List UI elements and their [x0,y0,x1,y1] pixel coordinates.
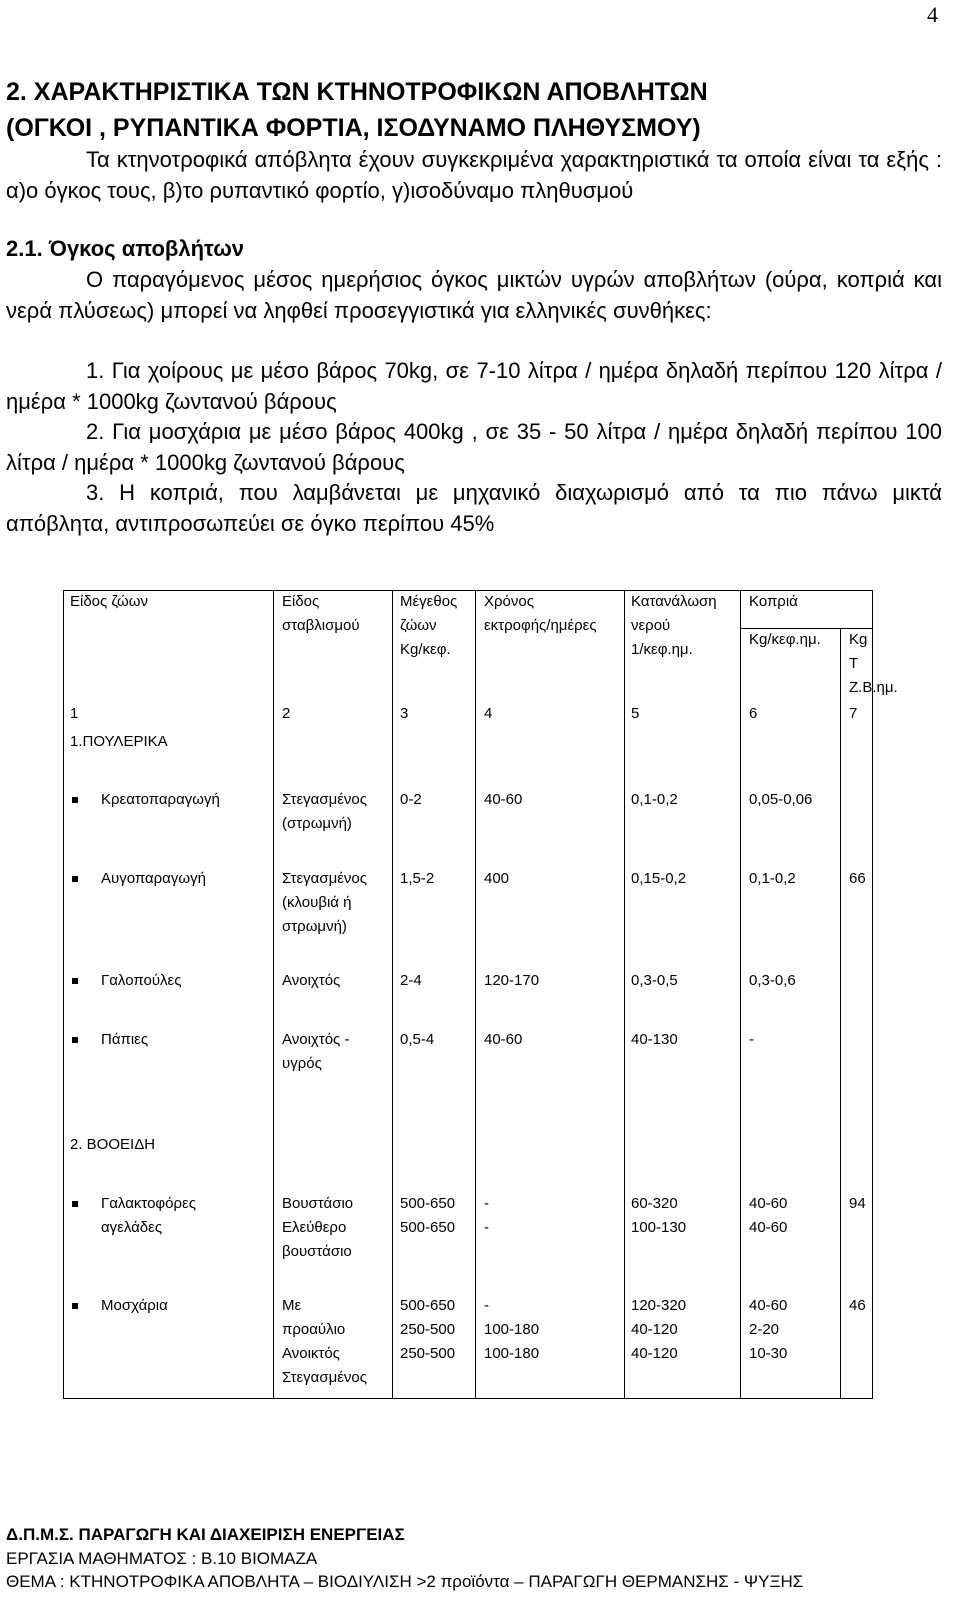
cell-size: 0-2 [400,791,422,808]
section-title: 2.1. Όγκος αποβλήτων [6,236,245,261]
cell-water: 60-320 100-130 [631,1195,687,1236]
col-number: 1 [70,705,79,722]
cell-housing: Στεγασμένος (κλουβιά ή στρωμνή) [282,870,367,935]
cell-water: 0,1-0,2 [631,791,678,808]
footer-program: Δ.Π.Μ.Σ. ΠΑΡΑΓΩΓΗ ΚΑΙ ΔΙΑΧΕΙΡΙΣΗ ΕΝΕΡΓΕΙΑΣ [6,1525,405,1544]
cell-size: 500-650 500-650 [400,1195,456,1236]
footer-topic: ΘΕΜΑ : ΚΤΗΝΟΤΡΟΦΙΚΑ ΑΠΟΒΛΗΤΑ – ΒΙΟΔΙΥΛΙΣΗ >2 προϊόντα – ΠΑΡΑΓΩΓΗ ΘΕΡΜΑΝΣΗΣ - ΨΥΞΗΣ [6,1572,804,1591]
cell-manure-t: 46 [849,1297,866,1314]
table-border-left [63,590,64,1398]
cell-water: 0,15-0,2 [631,870,687,887]
cell-duration: - - [484,1195,489,1236]
row-name-layers: Αυγοπαραγωγή [101,870,206,887]
intro-paragraph: Τα κτηνοτροφικά απόβλητα έχουν συγκεκριμένα χαρακτηριστικά τα οποία είναι τα εξής : α)ο όγκος τους, β)το ρυπαντικό φορτίο, γ)ισοδύναμο πληθυσμού [6,147,942,203]
col-header-water: Κατανάλωση νερού 1/κεφ.ημ. [631,593,717,658]
cell-duration: 40-60 [484,1031,523,1048]
footer-course: ΕΡΓΑΣΙΑ ΜΑΘΗΜΑΤΟΣ : Β.10 ΒΙΟΜΑΖΑ [6,1549,318,1568]
bullet-icon [72,1303,78,1309]
category-poultry: 1.ΠΟΥΛΕΡΙΚΑ [70,733,168,750]
cell-duration: 120-170 [484,972,540,989]
cell-housing: Στεγασμένος (στρωμνή) [282,791,367,832]
cell-manure-t: 66 [849,870,866,887]
row-name-ducks: Πάπιες [101,1031,149,1048]
cell-duration: - 100-180 100-180 [484,1297,540,1362]
cell-housing: Βουστάσιο Ελεύθερο βουστάσιο [282,1195,354,1260]
col-number: 7 [849,705,858,722]
cell-manure-kg: 0,3-0,6 [749,972,796,989]
cell-manure-kg: 40-60 2-20 10-30 [749,1297,788,1362]
chapter-heading-line2: (ΟΓΚΟΙ , ΡΥΠΑΝΤΙΚΑ ΦΟΡΤΙΑ, ΙΣΟΔΥΝΑΜΟ ΠΛΗΘΥΣΜΟΥ) [6,114,701,142]
list-item-manure: 3. Η κοπριά, που λαμβάνεται με μηχανικό διαχωρισμό από τα πιο πάνω μικτά απόβλητα, αντιπροσωπεύει σε όγκο περίπου 45% [6,480,942,536]
col-header-duration: Χρόνος εκτροφής/ημέρες [484,593,597,634]
cell-water: 120-320 40-120 40-120 [631,1297,687,1362]
cell-housing: Με προαύλιο Ανοικτός Στεγασμένος [282,1297,367,1386]
chapter-heading [6,74,946,146]
col-header-manure: Κοπριά [749,593,798,610]
col-header-manure-t: Kg T Z.B.ημ. [849,631,898,696]
table-divider [840,628,841,1398]
livestock-waste-table [63,590,898,1398]
bullet-icon [72,1037,78,1043]
col-number: 3 [400,705,409,722]
cell-manure-kg: 0,05-0,06 [749,791,813,808]
bullet-icon [72,978,78,984]
col-header-animal: Είδος ζώων [70,593,148,610]
cell-size: 1,5-2 [400,870,435,887]
section-paragraph: Ο παραγόμενος μέσος ημερήσιος όγκος μικτών υγρών αποβλήτων (ούρα, κοπριά και νερά πλύσεως) μπορεί να ληφθεί προσεγγιστικά για ελληνικές συνθήκες: [6,267,942,323]
table-divider [475,590,476,1398]
row-name-turkeys: Γαλοπούλες [101,972,182,989]
cell-manure-kg: 0,1-0,2 [749,870,796,887]
col-number: 4 [484,705,493,722]
cell-manure-kg: - [749,1031,754,1048]
row-name-broilers: Κρεατοπαραγωγή [101,791,220,808]
cell-water: 0,3-0,5 [631,972,678,989]
table-divider [273,590,274,1398]
table-divider [740,590,741,1398]
col-number: 2 [282,705,291,722]
chapter-heading-line1: 2. ΧΑΡΑΚΤΗΡΙΣΤΙΚΑ ΤΩΝ ΚΤΗΝΟΤΡΟΦΙΚΩΝ ΑΠΟΒΛΗΤΩΝ [6,78,708,106]
bullet-icon [72,1201,78,1207]
cell-duration: 400 [484,870,510,887]
cell-size: 0,5-4 [400,1031,435,1048]
col-number: 5 [631,705,640,722]
list-item-calves: 2. Για μοσχάρια με μέσο βάρος 400kg , σε 35 - 50 λίτρα / ημέρα δηλαδή περίπου 100 λίτρα / ημέρα * 1000kg ζωντανού βάρους [6,419,942,475]
category-cattle: 2. ΒΟΟΕΙΔΗ [70,1136,156,1153]
cell-housing: Ανοιχτός [282,972,341,989]
table-border-bottom [63,1398,873,1399]
row-name-calves: Μοσχάρια [101,1297,168,1314]
col-number: 6 [749,705,758,722]
cell-manure-t: 94 [849,1195,866,1212]
cell-size: 2-4 [400,972,422,989]
col-header-size: Μέγεθος ζώων Kg/κεφ. [400,593,458,658]
cell-duration: 40-60 [484,791,523,808]
row-name-dairy-cows: Γαλακτοφόρες αγελάδες [101,1195,196,1236]
bullet-icon [72,876,78,882]
col-header-manure-kg: Kg/κεφ.ημ. [749,631,821,648]
col-header-housing: Είδος σταβλισμού [282,593,360,634]
table-border-right [872,590,873,1398]
cell-water: 40-130 [631,1031,678,1048]
bullet-icon [72,797,78,803]
table-divider [392,590,393,1398]
cell-housing: Ανοιχτός - υγρός [282,1031,350,1072]
page-number: 4 [927,2,938,27]
list-item-pigs: 1. Για χοίρους με μέσο βάρος 70kg, σε 7-10 λίτρα / ημέρα δηλαδή περίπου 120 λίτρα / ημέρα * 1000kg ζωντανού βάρους [6,358,942,414]
cell-size: 500-650 250-500 250-500 [400,1297,456,1362]
table-divider [624,590,625,1398]
cell-manure-kg: 40-60 40-60 [749,1195,788,1236]
